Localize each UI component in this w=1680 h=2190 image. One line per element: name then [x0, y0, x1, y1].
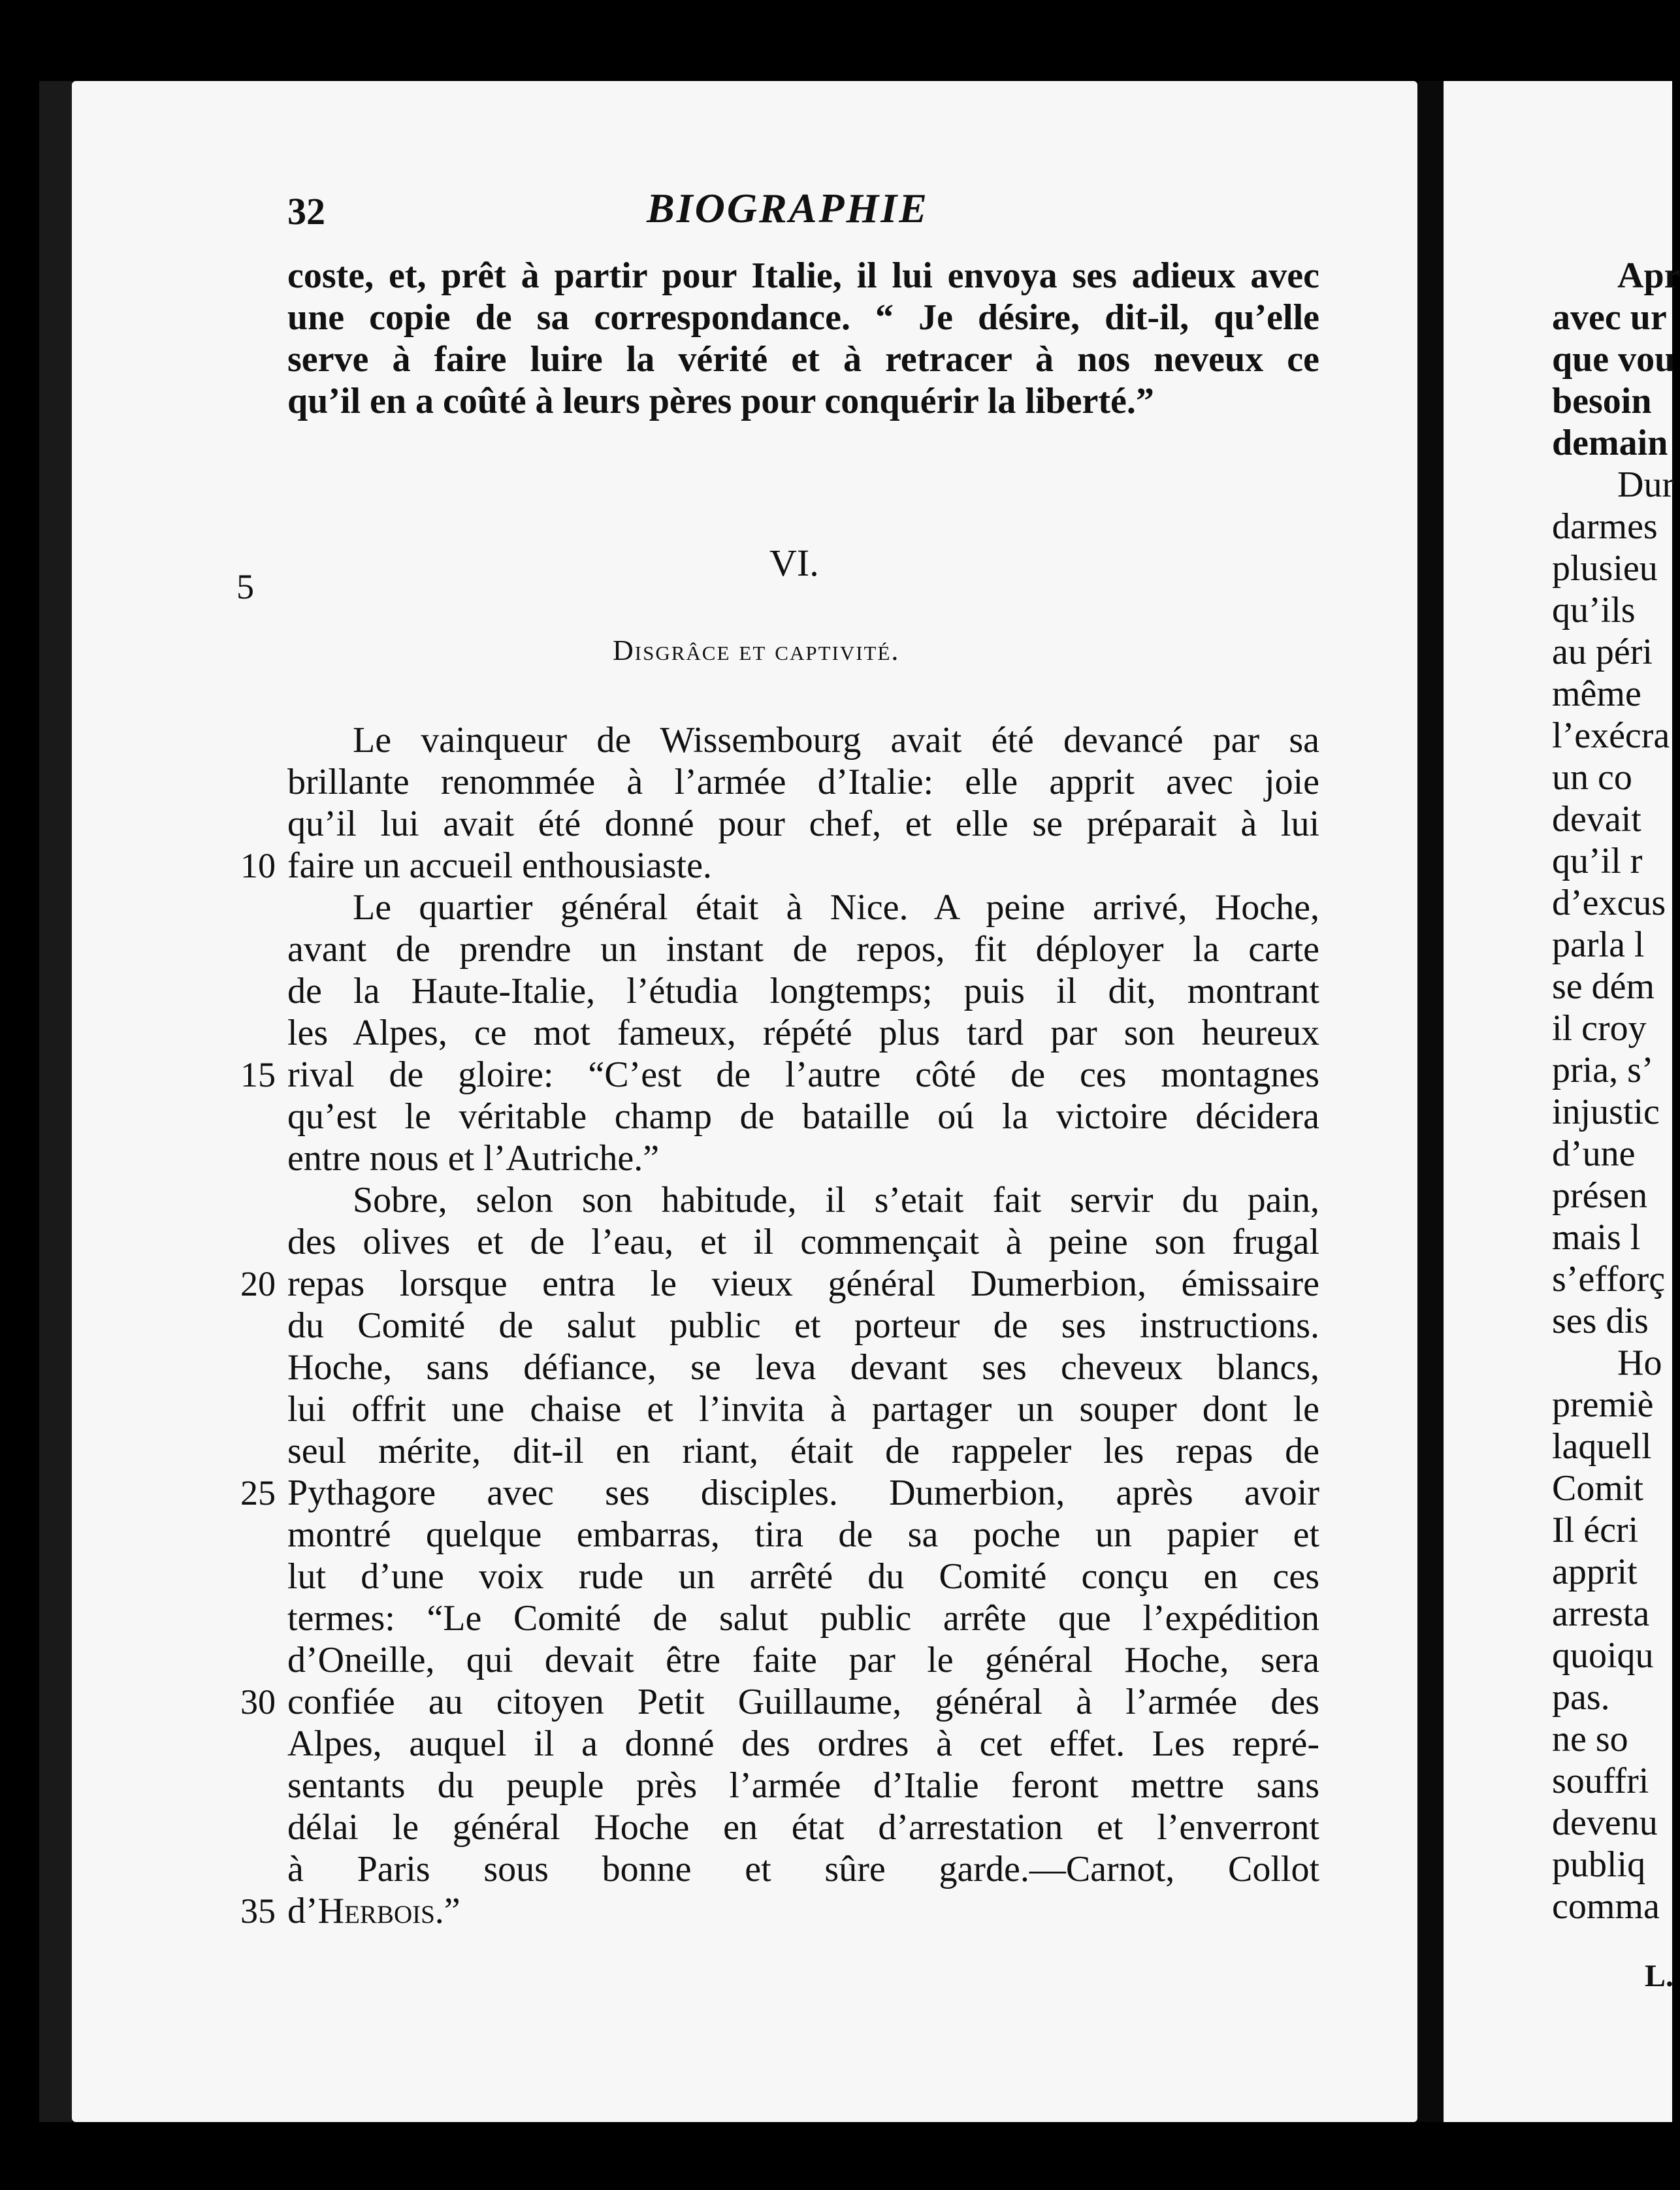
right-page-line: Apr: [1617, 255, 1680, 296]
body-line-19: Pythagore avec ses disciples. Dumerbion, après avoir: [287, 1473, 1319, 1513]
line-number-5: 5: [236, 567, 254, 606]
body-line-16: Hoche, sans défiance, se leva devant ses cheveux blancs,: [287, 1347, 1319, 1388]
right-page-line: un co: [1552, 757, 1632, 798]
body-line-2: brillante renommée à l’armée d’Italie: elle apprit avec joie: [287, 762, 1319, 802]
line-number-10: 10: [240, 846, 276, 885]
right-page-line: même: [1552, 674, 1641, 714]
right-page-line: apprit: [1552, 1552, 1638, 1592]
line-number-15: 15: [240, 1055, 276, 1094]
running-head: BIOGRAPHIE: [647, 185, 929, 231]
body-line-5: Le quartier général était à Nice. A peine arrivé, Hoche,: [353, 887, 1319, 928]
right-page-line: ne so: [1552, 1719, 1628, 1759]
right-page-line: d’une: [1552, 1134, 1636, 1174]
right-page-line: publiq: [1552, 1844, 1646, 1885]
body-line-14: repas lorsque entra le vieux général Dumerbion, émissaire: [287, 1264, 1319, 1304]
section-title: Disgrâce et captivité.: [613, 634, 900, 666]
right-page-line: avec ur: [1552, 297, 1667, 338]
book-gutter: [1417, 81, 1444, 2122]
body-line-18: seul mérite, dit-il en riant, était de rappeler les repas de: [287, 1431, 1319, 1471]
right-page-line: Dur: [1617, 465, 1675, 505]
right-page-line: s’efforç: [1552, 1259, 1666, 1299]
right-page-line: demain: [1552, 423, 1668, 463]
body-line-3: qu’il lui avait été donné pour chef, et elle se préparait à lui: [287, 804, 1319, 844]
body-line-1: Le vainqueur de Wissembourg avait été devancé par sa: [353, 720, 1319, 760]
right-page-footer: L.: [1645, 1959, 1674, 1993]
right-page-line: se dém: [1552, 966, 1655, 1007]
body-line-6: avant de prendre un instant de repos, fit déployer la carte: [287, 929, 1319, 970]
body-line-10: qu’est le véritable champ de bataille oú la victoire décidera: [287, 1096, 1319, 1137]
body-line-28: à Paris sous bonne et sûre garde.—Carnot, Collot: [287, 1849, 1319, 1889]
body-line-11: entre nous et l’Autriche.”: [287, 1138, 660, 1179]
continuation-line-2: une copie de sa correspondance. “ Je désire, dit-il, qu’elle: [287, 297, 1319, 338]
line-number-30: 30: [240, 1682, 276, 1722]
section-number: VI.: [769, 542, 819, 584]
right-page-line: darmes: [1552, 506, 1658, 547]
body-line-24: confiée au citoyen Petit Guillaume, général à l’armée des: [287, 1682, 1319, 1722]
right-page-line: l’exécra: [1552, 715, 1670, 756]
right-page-line: qu’il r: [1552, 841, 1643, 881]
body-line-13: des olives et de l’eau, et il commençait à peine son frugal: [287, 1222, 1319, 1262]
body-line-7: de la Haute-Italie, l’étudia longtemps; puis il dit, montrant: [287, 971, 1319, 1011]
right-page-line: que vou: [1552, 339, 1675, 380]
right-page-line: injustic: [1552, 1092, 1660, 1132]
body-line-15: du Comité de salut public et porteur de ses instructions.: [287, 1305, 1319, 1346]
right-page-line: Il écri: [1552, 1510, 1639, 1550]
right-page-line: pas.: [1552, 1677, 1610, 1718]
right-page-line: Ho: [1617, 1343, 1662, 1383]
right-page-line: pria, s’: [1552, 1050, 1654, 1090]
right-page-line: d’excus: [1552, 883, 1666, 923]
body-line-4: faire un accueil enthousiaste.: [287, 845, 712, 886]
body-last-prefix: d’: [287, 1891, 318, 1931]
signature-name: Herbois.: [317, 1891, 444, 1931]
book-spine-edge: [39, 81, 72, 2122]
body-line-26: sentants du peuple près l’armée d’Italie feront mettre sans: [287, 1765, 1319, 1806]
line-number-20: 20: [240, 1264, 276, 1303]
body-line-29: [287, 1890, 1319, 1932]
right-page-line: ses dis: [1552, 1301, 1649, 1341]
right-page-line: il croy: [1552, 1008, 1647, 1049]
body-line-23: d’Oneille, qui devait être faite par le général Hoche, sera: [287, 1640, 1319, 1680]
body-line-9: rival de gloire: “C’est de l’autre côté de ces montagnes: [287, 1054, 1319, 1095]
right-page-line: souffri: [1552, 1761, 1649, 1801]
body-line-17: lui offrit une chaise et l’invita à partager un souper dont le: [287, 1389, 1319, 1430]
body-line-8: les Alpes, ce mot fameux, répété plus tard par son heureux: [287, 1013, 1319, 1053]
right-page-line: arresta: [1552, 1593, 1650, 1634]
right-page-line: au péri: [1552, 632, 1653, 672]
right-page-line: mais l: [1552, 1217, 1641, 1258]
page-number: 32: [287, 190, 325, 233]
continuation-line-1: coste, et, prêt à partir pour Italie, il lui envoya ses adieux avec: [287, 255, 1319, 296]
right-page-line: devait: [1552, 799, 1641, 840]
body-line-12: Sobre, selon son habitude, il s’etait fait servir du pain,: [353, 1180, 1319, 1220]
right-page-line: parla l: [1552, 924, 1645, 965]
body-line-25: Alpes, auquel il a donné des ordres à cet effet. Les repré-: [287, 1724, 1319, 1764]
right-page-line: quoiqu: [1552, 1635, 1654, 1676]
body-line-22: termes: “Le Comité de salut public arrête que l’expédition: [287, 1598, 1319, 1639]
body-line-27: délai le général Hoche en état d’arrestation et l’enverront: [287, 1807, 1319, 1848]
right-page-line: devenu: [1552, 1803, 1658, 1843]
line-number-35: 35: [240, 1891, 276, 1931]
right-page-line: besoin: [1552, 381, 1652, 421]
body-line-21: lut d’une voix rude un arrêté du Comité conçu en ces: [287, 1556, 1319, 1597]
body-line-20: montré quelque embarras, tira de sa poche un papier et: [287, 1514, 1319, 1555]
body-last-suffix: ”: [444, 1891, 460, 1931]
right-page-line: Comit: [1552, 1468, 1644, 1509]
right-page-line: laquell: [1552, 1426, 1652, 1467]
line-number-25: 25: [240, 1473, 276, 1512]
continuation-line-4: qu’il en a coûté à leurs pères pour conquérir la liberté.”: [287, 381, 1154, 421]
right-page-line: plusieu: [1552, 548, 1658, 589]
continuation-line-3: serve à faire luire la vérité et à retracer à nos neveux ce: [287, 339, 1319, 380]
right-page-line: comma: [1552, 1886, 1660, 1927]
right-page-line: présen: [1552, 1175, 1648, 1216]
right-page-line: qu’ils: [1552, 590, 1636, 630]
right-page-line: premiè: [1552, 1384, 1654, 1425]
